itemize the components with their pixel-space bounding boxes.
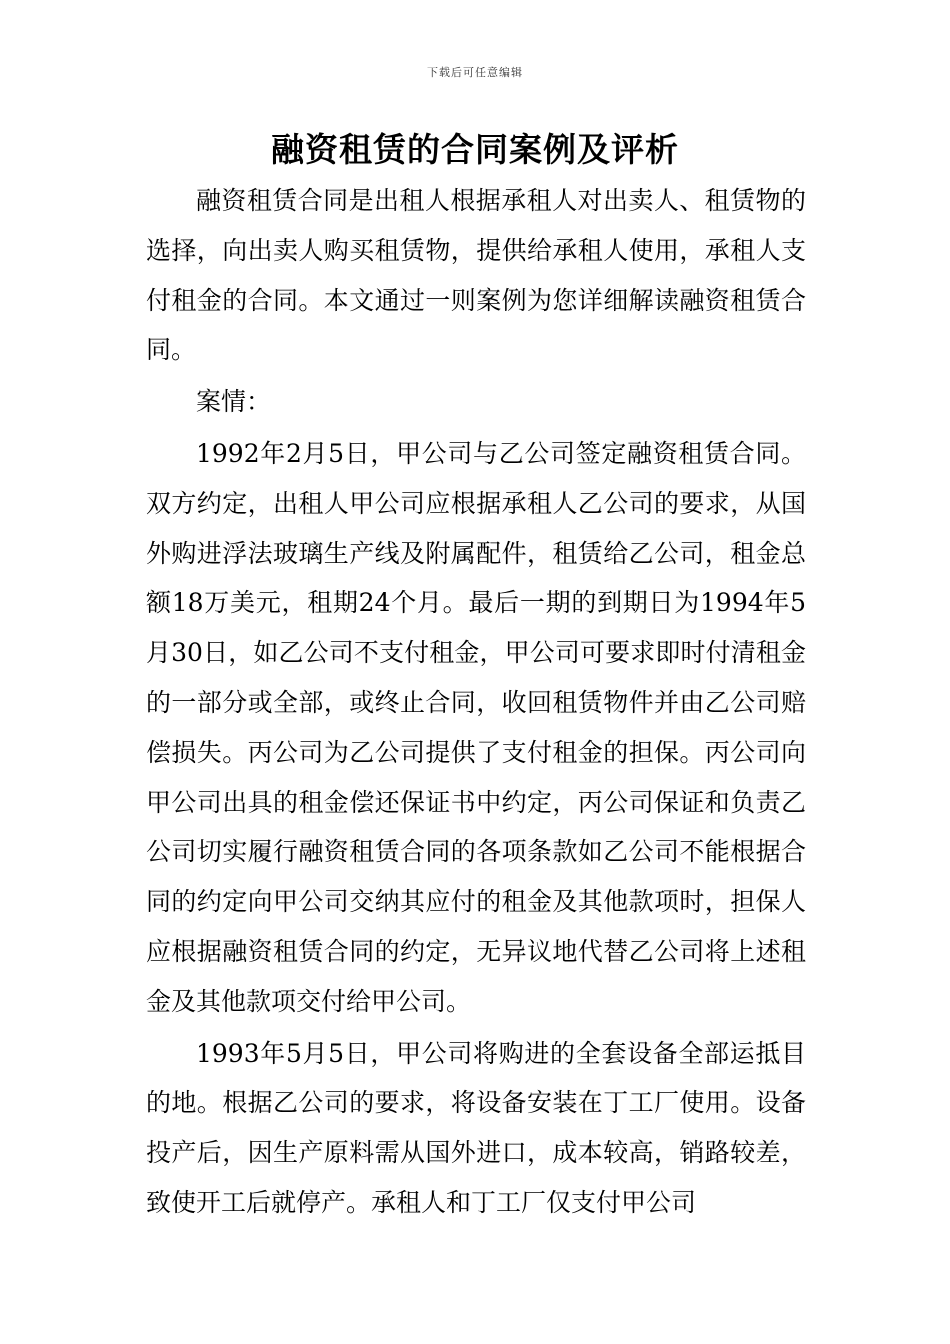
document-title: 融资租赁的合同案例及评析 <box>271 130 679 169</box>
document-body <box>146 176 806 1228</box>
paragraph-case-1993: 1993年5月5日，甲公司将购进的全套设备全部运抵目的地。根据乙公司的要求，将设备安装在丁工厂使用。设备投产后，因生产原料需从国外进口，成本较高，销路较差，致使开工后就停产。承租人和丁工厂仅支付甲公司 <box>146 1038 806 1217</box>
paragraph-case-heading: 案情： <box>196 387 272 417</box>
paragraph-case-1992: 1992年2月5日，甲公司与乙公司签定融资租赁合同。双方约定，出租人甲公司应根据承租人乙公司的要求，从国外购进浮法玻璃生产线及附属配件，租赁给乙公司，租金总额18万美元，租期24个月。最后一期的到期日为1994年5月30日，如乙公司不支付租金，甲公司可要求即时付清租金的一部分或全部，或终止合同，收回租赁物件并由乙公司赔偿损失。丙公司为乙公司提供了支付租金的担保。丙公司向甲公司出具的租金偿还保证书中约定，丙公司保证和负责乙公司切实履行融资租赁合同的各项条款如乙公司不能根据合同的约定向甲公司交纳其应付的租金及其他款项时，担保人应根据融资租赁合同的约定，无异议地代替乙公司将上述租金及其他款项交付给甲公司。 <box>146 438 806 1016</box>
paragraph-intro: 融资租赁合同是出租人根据承租人对出卖人、租赁物的选择，向出卖人购买租赁物，提供给承租人使用，承租人支付租金的合同。本文通过一则案例为您详细解读融资租赁合同。 <box>146 186 806 365</box>
header-note: 下载后可任意编辑 <box>427 66 523 79</box>
